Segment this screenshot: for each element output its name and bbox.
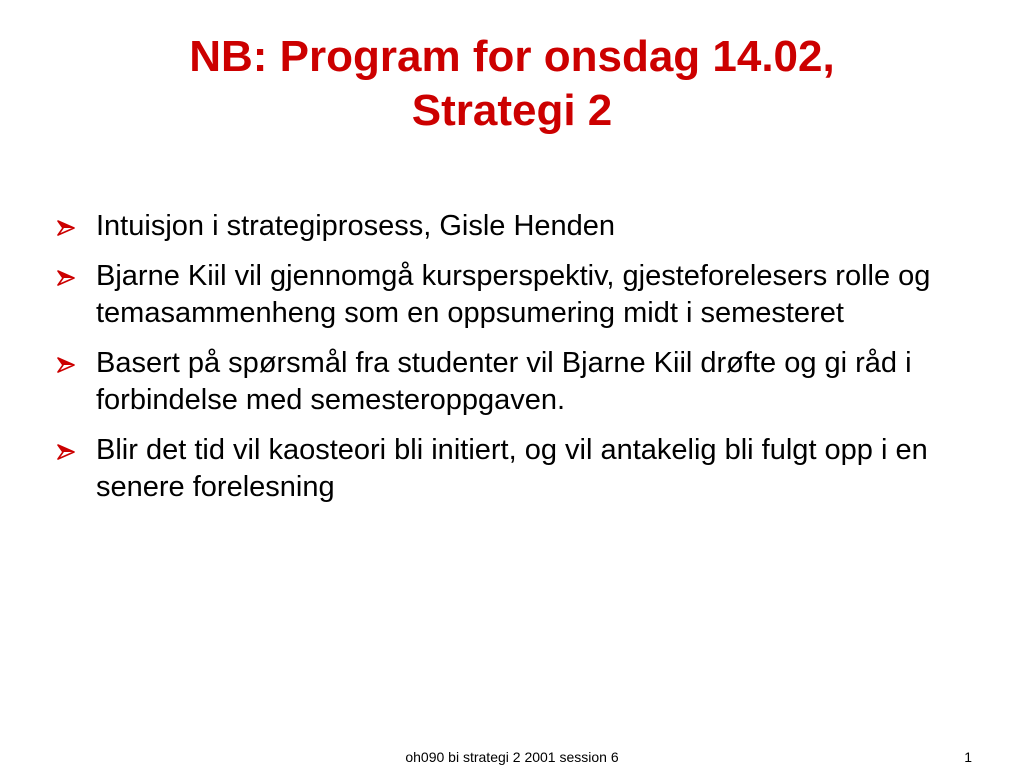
slide-title	[60, 30, 964, 138]
bullet-text-3: Basert på spørsmål fra studenter vil Bjarne Kiil drøfte og gi råd i forbindelse med semesteroppgaven.	[96, 347, 912, 416]
bullet-text-4: Blir det tid vil kaosteori bli initiert, og vil antakelig bli fulgt opp i en senere forelesning	[96, 434, 928, 503]
arrowhead-bullet-icon	[56, 220, 76, 236]
arrowhead-bullet-icon	[56, 270, 76, 286]
slide-footer: oh090 bi strategi 2 2001 session 6	[405, 749, 619, 765]
arrowhead-bullet-icon	[56, 357, 76, 373]
title-line-2: Strategi 2	[411, 86, 613, 135]
arrowhead-bullet-icon	[56, 444, 76, 460]
bullet-text-2: Bjarne Kiil vil gjennomgå kursperspektiv, gjesteforelesers rolle og temasammenheng som en oppsumering midt i semesteret	[96, 260, 931, 329]
bullet-list	[56, 208, 976, 519]
title-line-1: NB: Program for onsdag 14.02,	[189, 32, 835, 81]
bullet-text-1: Intuisjon i strategiprosess, Gisle Henden	[96, 210, 616, 242]
bullet-item-1	[56, 208, 976, 245]
bullet-item-2	[56, 258, 976, 332]
bullet-item-4	[56, 432, 976, 506]
page-number: 1	[964, 749, 972, 765]
bullet-item-3	[56, 345, 976, 419]
